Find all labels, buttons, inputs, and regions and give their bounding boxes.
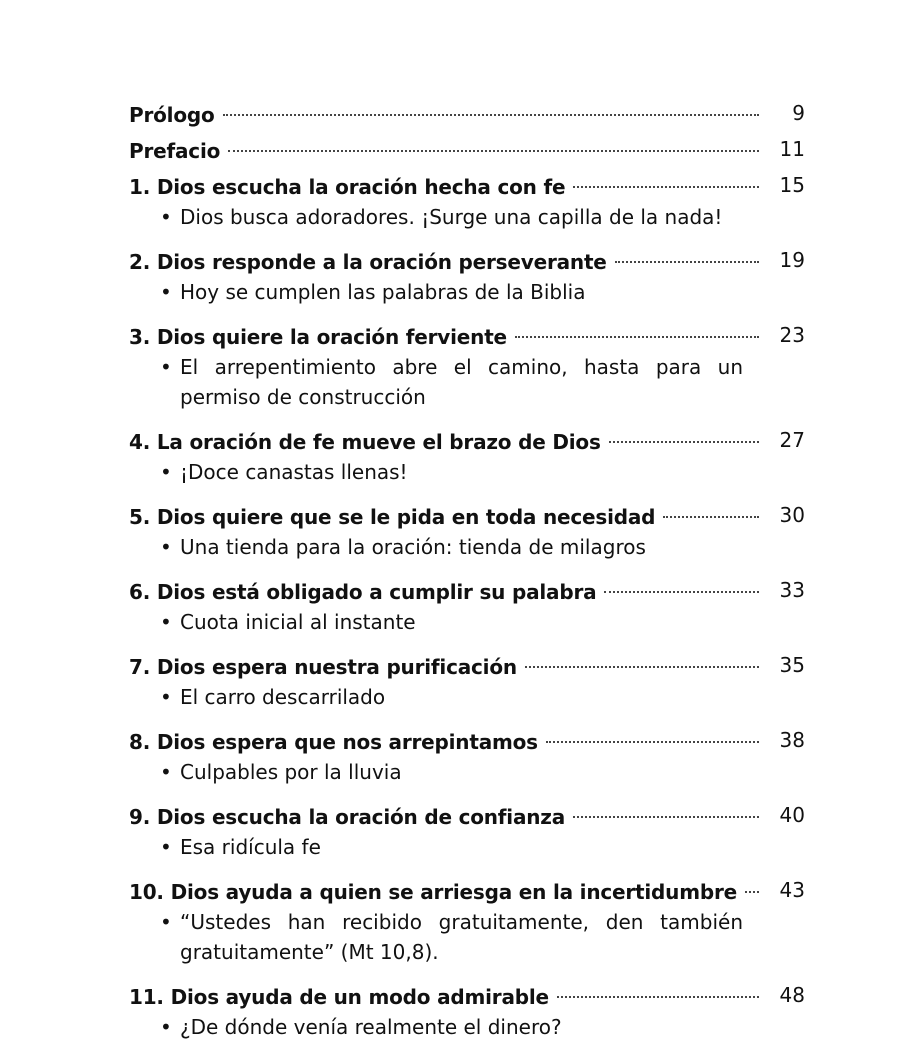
toc-entry bbox=[129, 172, 805, 232]
bullet: • bbox=[160, 280, 172, 304]
toc-subentry-text: Cuota inicial al instante bbox=[180, 610, 416, 634]
toc-page-number: 30 bbox=[779, 503, 805, 527]
toc-subentry-text: Dios busca adoradores. ¡Surge una capilla de la nada! bbox=[180, 205, 723, 229]
toc-page-number: 23 bbox=[779, 323, 805, 347]
dot-leader bbox=[525, 666, 759, 668]
toc-title: 5. Dios quiere que se le pida en toda necesidad bbox=[129, 505, 656, 529]
toc-subentry bbox=[129, 682, 743, 712]
toc-title: 7. Dios espera nuestra purificación bbox=[129, 655, 517, 679]
bullet: • bbox=[160, 460, 172, 484]
bullet: • bbox=[160, 205, 172, 229]
toc-page-number: 35 bbox=[779, 653, 805, 677]
toc-row bbox=[129, 427, 805, 457]
toc-page-number: 11 bbox=[779, 137, 805, 161]
toc-subentry bbox=[129, 607, 743, 637]
toc-row bbox=[129, 172, 805, 202]
toc-row bbox=[129, 577, 805, 607]
toc-subentry-text: Esa ridícula fe bbox=[180, 835, 321, 859]
dot-leader bbox=[609, 441, 759, 443]
toc-title: 10. Dios ayuda a quien se arriesga en la incertidumbre bbox=[129, 880, 737, 904]
bullet: • bbox=[160, 355, 172, 379]
toc-subentry bbox=[129, 907, 743, 967]
toc-title: 8. Dios espera que nos arrepintamos bbox=[129, 730, 538, 754]
dot-leader bbox=[557, 996, 759, 998]
toc-row bbox=[129, 877, 805, 907]
toc-title: Prefacio bbox=[129, 139, 221, 163]
toc-entry bbox=[129, 577, 805, 637]
toc-entry bbox=[129, 427, 805, 487]
dot-leader bbox=[615, 261, 759, 263]
toc-subentry-text: Culpables por la lluvia bbox=[180, 760, 402, 784]
toc-entry bbox=[129, 502, 805, 562]
toc-subentry-text: El arrepentimiento abre el camino, hasta para un permiso de construcción bbox=[180, 355, 743, 409]
toc-entry bbox=[129, 982, 805, 1042]
toc-page-number: 38 bbox=[779, 728, 805, 752]
toc-row bbox=[129, 502, 805, 532]
toc-subentry bbox=[129, 457, 743, 487]
toc-title: 11. Dios ayuda de un modo admirable bbox=[129, 985, 549, 1009]
bullet: • bbox=[160, 910, 172, 934]
toc-title: 1. Dios escucha la oración hecha con fe bbox=[129, 175, 566, 199]
dot-leader bbox=[223, 114, 759, 116]
toc-entry bbox=[129, 322, 805, 412]
toc-page-number: 27 bbox=[779, 428, 805, 452]
toc-subentry-text: ¿De dónde venía realmente el dinero? bbox=[180, 1015, 562, 1039]
toc-subentry bbox=[129, 757, 743, 787]
toc-subentry bbox=[129, 1012, 743, 1042]
toc-row bbox=[129, 802, 805, 832]
table-of-contents bbox=[129, 100, 805, 1057]
toc-subentry-text: ¡Doce canastas llenas! bbox=[180, 460, 408, 484]
toc-page-number: 33 bbox=[779, 578, 805, 602]
dot-leader bbox=[228, 150, 759, 152]
toc-subentry bbox=[129, 202, 743, 232]
toc-subentry-text: El carro descarrilado bbox=[180, 685, 386, 709]
toc-row bbox=[129, 247, 805, 277]
toc-subentry bbox=[129, 832, 743, 862]
toc-title: 6. Dios está obligado a cumplir su palabra bbox=[129, 580, 597, 604]
toc-title: 2. Dios responde a la oración perseverante bbox=[129, 250, 607, 274]
toc-row bbox=[129, 727, 805, 757]
toc-page-number: 9 bbox=[792, 101, 805, 125]
toc-entry bbox=[129, 652, 805, 712]
dot-leader bbox=[573, 186, 759, 188]
toc-title: 4. La oración de fe mueve el brazo de Dios bbox=[129, 430, 601, 454]
toc-row bbox=[129, 136, 805, 166]
toc-subentry-text: Hoy se cumplen las palabras de la Biblia bbox=[180, 280, 586, 304]
toc-row bbox=[129, 652, 805, 682]
toc-title: Prólogo bbox=[129, 103, 215, 127]
dot-leader bbox=[745, 891, 759, 893]
toc-entry bbox=[129, 247, 805, 307]
toc-title: 9. Dios escucha la oración de confianza bbox=[129, 805, 566, 829]
toc-title: 3. Dios quiere la oración ferviente bbox=[129, 325, 507, 349]
toc-row bbox=[129, 322, 805, 352]
toc-entry bbox=[129, 802, 805, 862]
toc-page-number: 40 bbox=[779, 803, 805, 827]
toc-page-number: 19 bbox=[779, 248, 805, 272]
bullet: • bbox=[160, 1015, 172, 1039]
toc-subentry bbox=[129, 532, 743, 562]
toc-subentry-text: “Ustedes han recibido gratuitamente, den también gratuitamente” (Mt 10,8). bbox=[180, 910, 743, 964]
dot-leader bbox=[604, 591, 759, 593]
dot-leader bbox=[546, 741, 759, 743]
bullet: • bbox=[160, 685, 172, 709]
toc-entry bbox=[129, 877, 805, 967]
toc-page-number: 15 bbox=[779, 173, 805, 197]
toc-page-number: 48 bbox=[779, 983, 805, 1007]
toc-page-number: 43 bbox=[779, 878, 805, 902]
dot-leader bbox=[515, 336, 759, 338]
toc-subentry bbox=[129, 352, 743, 412]
toc-row bbox=[129, 982, 805, 1012]
toc-entry bbox=[129, 727, 805, 787]
bullet: • bbox=[160, 535, 172, 559]
dot-leader bbox=[573, 816, 759, 818]
bullet: • bbox=[160, 610, 172, 634]
toc-row bbox=[129, 100, 805, 130]
toc-entry bbox=[129, 100, 805, 130]
dot-leader bbox=[663, 516, 759, 518]
bullet: • bbox=[160, 835, 172, 859]
toc-subentry bbox=[129, 277, 743, 307]
bullet: • bbox=[160, 760, 172, 784]
toc-subentry-text: Una tienda para la oración: tienda de milagros bbox=[180, 535, 646, 559]
toc-entry bbox=[129, 136, 805, 166]
